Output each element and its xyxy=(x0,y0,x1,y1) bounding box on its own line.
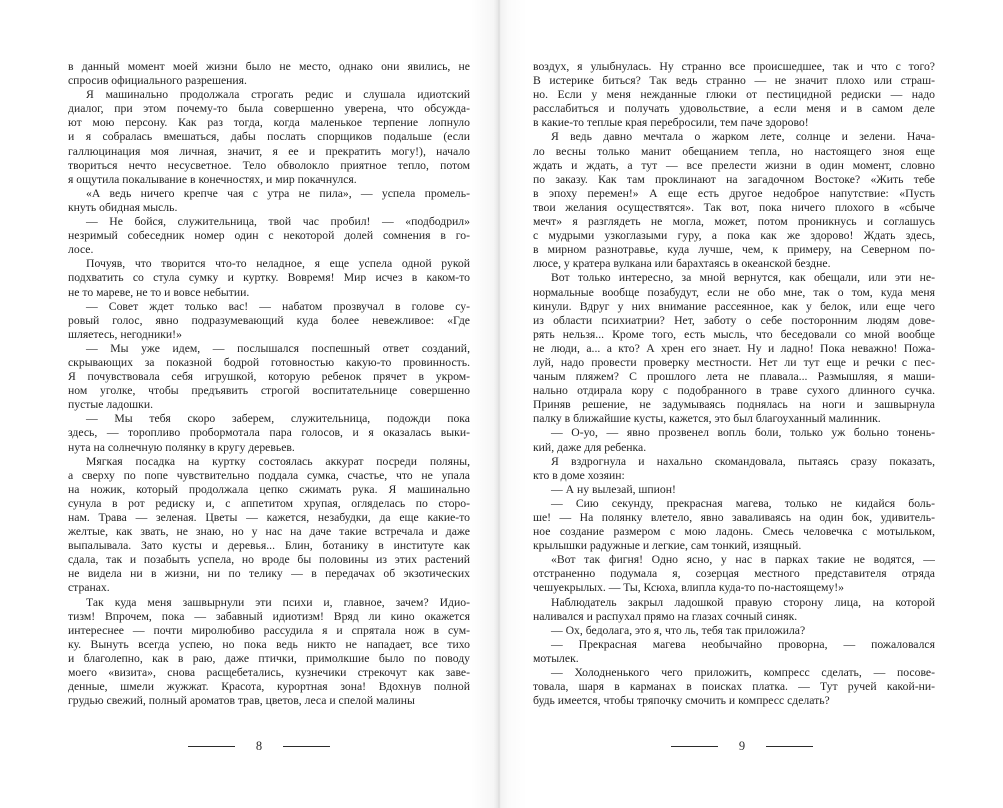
text-line: в какие-то теплые края перебросили, тем паче здорово! xyxy=(533,116,809,130)
text-line: нально отдирала кору с подобранного в траве сухого длинного сучка. xyxy=(533,384,935,398)
text-line: Я ведь давно мечтала о жарком лете, солнце и зелени. Нача- xyxy=(551,130,935,144)
paragraph xyxy=(68,60,470,88)
text-line: чаным пляжем? С прошлого лета не плавала... Размышляя, я маши- xyxy=(533,370,935,384)
text-line: — Мы тебя скоро заберем, служительница, подожди пока xyxy=(86,412,470,426)
text-line: ло весны только манит обещанием тепла, но настоящего зноя еще xyxy=(533,144,935,158)
page-right xyxy=(501,0,1003,808)
text-line: моего «визита», снова расщебетались, кузнечики стрекочут как заве- xyxy=(68,666,470,680)
text-line: Я вздрогнула и нахально скомандовала, пытаясь сразу показать, xyxy=(551,454,935,468)
text-line: — О-уо, — явно прозвенел вопль боли, только уж больно тонень- xyxy=(551,426,935,440)
paragraph xyxy=(533,666,935,708)
text-line: Так куда меня зашвырнули эти психи и, главное, зачем? Идио- xyxy=(86,595,470,609)
footer-rule-left xyxy=(671,746,718,747)
paragraph xyxy=(533,455,935,483)
text-line: чешуекрылых. — Ты, Ксюха, влипла куда-то по-настоящему!» xyxy=(533,581,844,595)
text-line: пустые ладошки. xyxy=(68,398,154,412)
text-line: не видела ни в жизни, ни по телику — в передачах об экзотических xyxy=(68,567,470,581)
text-line: подхватить со стула сумку и куртку. Вовремя! Мир исчез в каком-то xyxy=(68,271,470,285)
text-line: крылышки радужные и легкие, сам тонкий, изящный. xyxy=(533,539,802,553)
text-line: галлюцинация моя личная, значит, я ее и прекратить могу!), начало xyxy=(68,144,470,158)
footer-rule-right xyxy=(766,746,813,747)
text-line: — А ну вылезай, шпион! xyxy=(551,482,676,496)
paragraph xyxy=(533,483,935,497)
text-line: в эпоху перемен!» А еще есть другое недоброе напутствие: «Пусть xyxy=(533,186,935,200)
paragraph xyxy=(533,130,935,271)
paragraph xyxy=(68,412,470,454)
paragraph xyxy=(68,187,470,215)
text-line: расслабиться и получать удовольствие, а если меня и в самом деле xyxy=(533,102,935,116)
text-line: ше! — На полянку влетело, явно заваливаясь на один бок, удивитель- xyxy=(533,511,935,524)
text-line: в данный момент моей жизни было не место, однако они явились, не xyxy=(68,60,470,73)
paragraph xyxy=(533,624,935,638)
text-line: скрывающих за показной бодрой готовностью какую-то провинность. xyxy=(68,355,470,369)
text-line: интереснее — почти миролюбиво рассудила я и спрятала нож в сум- xyxy=(68,623,470,637)
text-line: палку в ближайшие кусты, кажется, это был благоуханный малинник. xyxy=(533,412,881,426)
text-line: шляетесь, негодники!» xyxy=(68,327,182,341)
footer-rule-right xyxy=(283,746,330,747)
text-line: ровый голос, явно подразумевающий куда более невежливое: «Где xyxy=(68,313,470,327)
paragraph xyxy=(68,596,470,709)
text-line: В истерике биться? Так ведь странно — не значит плохо или страш- xyxy=(533,74,935,88)
text-line: желтые, как звать, не знаю, но у нас на даче такие встречала и даже xyxy=(68,525,470,539)
page-left-footer xyxy=(58,740,460,753)
text-line: — Ох, бедолага, это я, что ль, тебя так приложила? xyxy=(551,623,806,637)
text-line: — Сию секунду, прекрасная магева, только не кидайся боль- xyxy=(551,496,935,510)
footer-rule-left xyxy=(188,746,235,747)
text-line: незримый собеседник номер один с некоторой долей сомнения в го- xyxy=(68,229,470,243)
text-line: денные, шмели жужжат. Красота, курортная зона! Вдохнув полной xyxy=(68,680,470,694)
page-number: 9 xyxy=(738,739,746,753)
text-line: товала, шаря в карманах в поисках платка. — Тут ручей какой-ни- xyxy=(533,680,935,694)
page-right-footer xyxy=(541,740,943,753)
text-line: наливался и распухал прямо на глазах сочный синяк. xyxy=(533,609,798,623)
text-line: кнуть обидная мысль. xyxy=(68,200,178,214)
text-line: странах. xyxy=(68,581,110,595)
text-line: Вот только интересно, за мной вернутся, как обещали, или эти не- xyxy=(551,271,935,285)
text-line: твориться нечто несусветное. Тело обволокло приятное тепло, потом xyxy=(68,158,470,172)
text-line: по заказу. Как там проклинают на загадочном Востоке? «Жить тебе xyxy=(533,172,935,186)
text-line: тизм! Впрочем, пока — забавный идиотизм! Вряд ли кино окажется xyxy=(68,609,470,623)
text-line: из области психиатрии? Нет, заботу о себе посторонним людям дове- xyxy=(533,313,935,327)
text-line: с мудрыми узкоглазыми гуру, а пока как же здорово! Ждать здесь, xyxy=(533,229,935,243)
text-line: мотылек. xyxy=(533,651,579,665)
text-line: не люди, а... а кто? А хрен его знает. Ну и ладно! Пока неважно! Пожа- xyxy=(533,341,935,355)
text-line: люсе, у кратера вулкана или барахтаясь в океанской бездне. xyxy=(533,257,831,271)
paragraph xyxy=(533,497,935,553)
paragraph xyxy=(533,638,935,666)
text-line: Приняв решение, не задумываясь поднялась на ноги и зашвырнула xyxy=(533,398,935,412)
text-line: и я собралась вмешаться, дабы послать спорщиков подальше (если xyxy=(68,130,470,144)
text-line: будь имеется, чтобы тряпочку смочить и компресс сделать? xyxy=(533,694,830,708)
text-line: кий, даже для ребенка. xyxy=(533,440,647,454)
text-line: диалог, при этом почему-то была совершенно уверена, что обсужда- xyxy=(68,102,470,116)
text-line: кинули. Вдруг у них внимание рассеянное, как у белок, или еще чего xyxy=(533,299,935,313)
text-line: Мягкая посадка на куртку состоялась аккурат посреди поляны, xyxy=(86,454,470,468)
paragraph xyxy=(68,342,470,412)
text-line: — Мы уже идем, — послышался поспешный ответ созданий, xyxy=(86,341,470,355)
text-line: я ощутила покалывание в конечностях, и мир покачнулся. xyxy=(68,172,357,186)
paragraph xyxy=(533,60,935,130)
text-line: ждать и ждать, а тут — все прелести жизни в один момент, словно xyxy=(533,158,935,172)
text-line: — Не бойся, служительница, твой час пробил! — «подбодрил» xyxy=(86,215,470,229)
text-line: сдала, так и позабыть успела, но вроде бы половины из этих растений xyxy=(68,553,470,567)
text-line: Наблюдатель закрыл ладошкой правую сторону лица, на которой xyxy=(551,595,935,609)
text-line: но. Если у меня нежданные глюки от пестицидной редиски — надо xyxy=(533,88,935,102)
paragraph xyxy=(68,88,470,187)
page-number: 8 xyxy=(255,739,263,753)
text-line: «Вот так фигня! Одно ясно, у нас в парках такие не водятся, — xyxy=(551,553,935,567)
paragraph xyxy=(533,596,935,624)
text-line: на ножик, который продолжала цепко сжимать рука. Я машинально xyxy=(68,482,470,496)
paragraph xyxy=(68,300,470,342)
text-line: Я почувствовала себя игрушкой, которую ребенок прячет в укром- xyxy=(68,370,470,384)
text-line: лосе. xyxy=(68,243,94,257)
text-line: нам. Трава — зеленая. Цветы — кажется, незабудки, да еще какие-то xyxy=(68,511,470,524)
text-line: а сверху по попе чувствительно поддала сумка, счастье, что не упала xyxy=(68,468,470,482)
text-line: Я машинально продолжала строгать редис и слушала идиотский xyxy=(86,88,470,102)
text-line: сунула в рот редиску и, с аппетитом хрупая, огляделась по сторо- xyxy=(68,496,470,510)
text-line: в мирном разнотравье, куда лучше, чем, к примеру, на Северном по- xyxy=(533,243,935,257)
text-line: ют мою персону. Как раз тогда, когда маленькое терпение лопнуло xyxy=(68,116,470,130)
text-line: мечт» я разглядеть не могла, может, потом проникнусь и соглашусь xyxy=(533,215,935,229)
text-line: луй, надо провести проверку местности. Нет ли тут еще и речки с пес- xyxy=(533,355,935,369)
text-line: нута на солнечную полянку в кругу деревьев. xyxy=(68,440,295,454)
text-line: твои желания осуществятся». Так вот, пока ничего плохого в «сбыче xyxy=(533,200,935,214)
text-line: не то мареве, не то и вовсе небытии. xyxy=(68,285,250,299)
text-line: «А ведь ничего крепче чая с утра не пила», — успела промель- xyxy=(86,186,470,200)
page-right-text xyxy=(533,60,935,708)
text-line: Почуяв, что творится что-то неладное, я еще успела одной рукой xyxy=(86,257,470,271)
text-line: воздух, я улыбнулась. Ну странно все происшедшее, так и что с того? xyxy=(533,60,935,73)
text-line: рять нельзя... Кроме того, есть мысль, что беседовали со мной вообще xyxy=(533,327,935,341)
text-line: нормальные вообще позабудут, если не обо мне, так о том, куда меня xyxy=(533,285,935,299)
text-line: выпалывала. Зато кусты и деревья... Блин, ботанику в институте как xyxy=(68,539,470,553)
text-line: — Совет ждет только вас! — набатом прозвучал в голове су- xyxy=(86,299,470,313)
text-line: кто в доме хозяин: xyxy=(533,468,625,482)
text-line: ку. Вынуть всегда успею, но пока ведь никто не нападает, все тихо xyxy=(68,637,470,651)
text-line: отстраненно подумала я, созерцая местного представителя отряда xyxy=(533,567,935,581)
text-line: и благолепно, как в раю, даже птички, примолкшие было по поводу xyxy=(68,651,470,665)
text-line: грудью свежий, полный ароматов трав, цветов, леса и спелой малины xyxy=(68,694,415,708)
paragraph xyxy=(68,215,470,257)
paragraph xyxy=(533,553,935,595)
text-line: здесь, — торопливо пробормотала пара голосов, и я оказалась выки- xyxy=(68,426,470,440)
text-line: ном уголке, чтобы предъявить строгой воспитательнице совершенно xyxy=(68,384,470,398)
paragraph xyxy=(533,271,935,426)
page-left-text xyxy=(68,60,470,708)
paragraph xyxy=(68,455,470,596)
paragraph xyxy=(68,257,470,299)
text-line: спросив официального разрешения. xyxy=(68,74,247,88)
paragraph xyxy=(533,426,935,454)
text-line: — Прекрасная магева необычайно проворна, — пожаловался xyxy=(551,637,935,651)
text-line: — Холодненького чего приложить, компресс сделать, — посове- xyxy=(551,666,935,680)
text-line: ное создание размером с мою ладонь. Смесь человечка с мотыльком, xyxy=(533,525,935,539)
